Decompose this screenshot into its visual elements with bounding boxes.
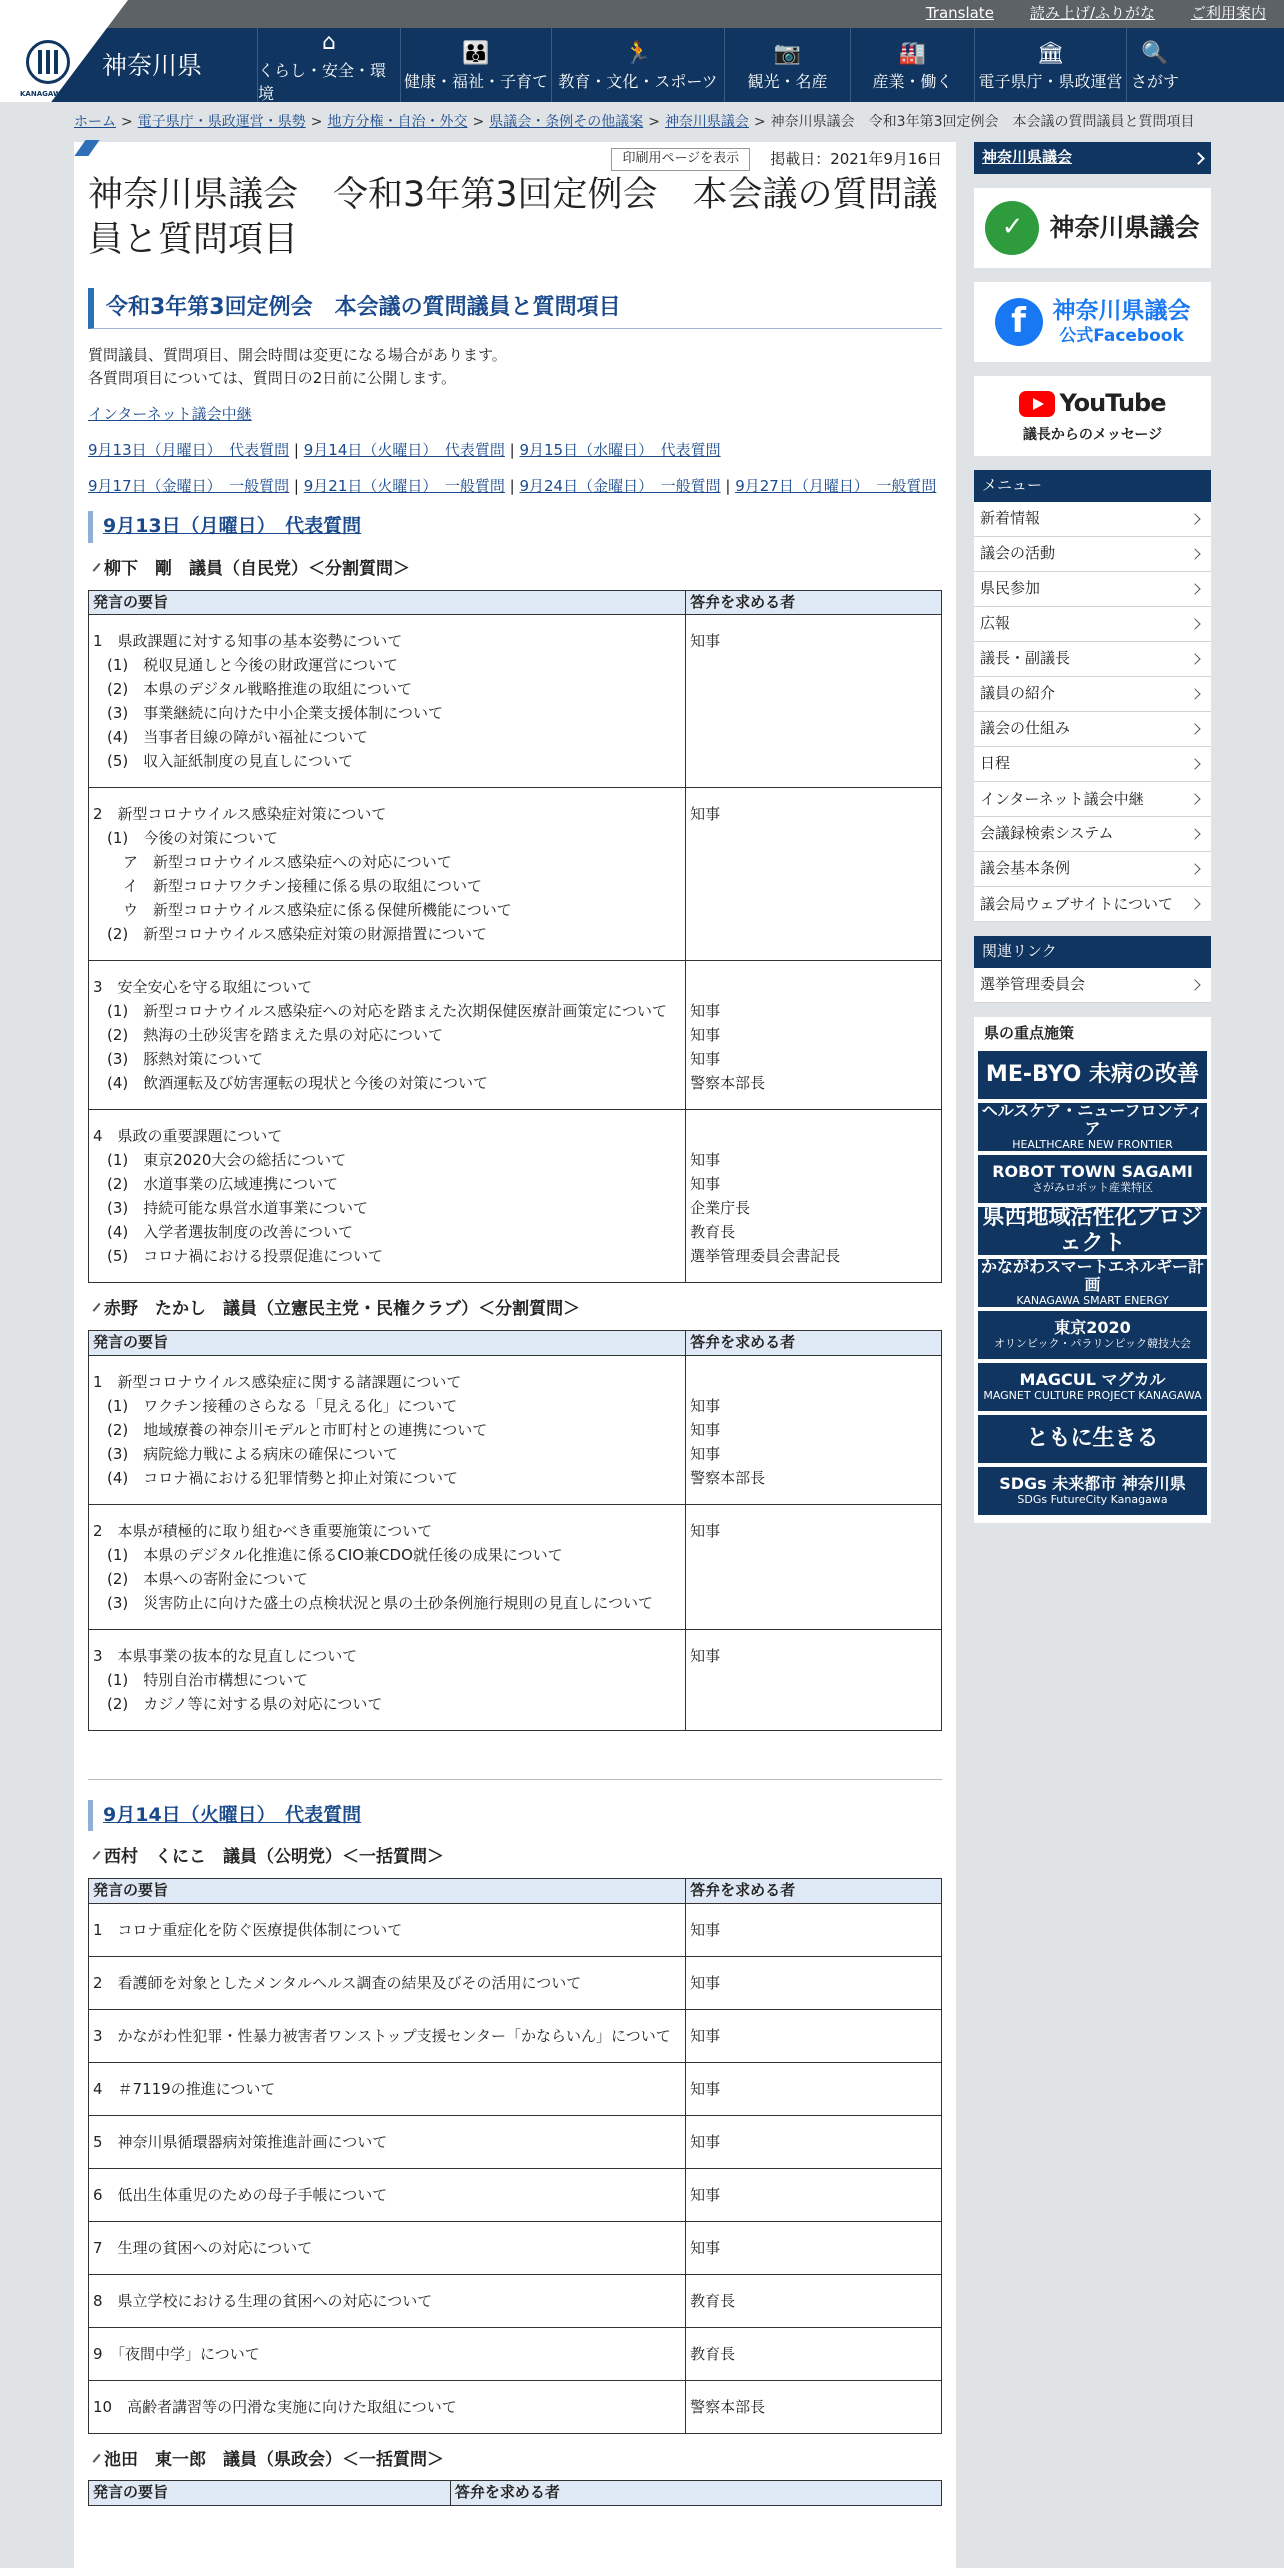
sidebar-menu-label: 日程 bbox=[980, 754, 1011, 773]
question-line: 5 神奈川県循環器病対策推進計画について bbox=[93, 2132, 388, 2151]
chevron-right-icon bbox=[1189, 618, 1200, 629]
building-icon: 🏛 bbox=[1036, 41, 1065, 67]
sidebar-menu-label: 議会局ウェブサイトについて bbox=[980, 894, 1174, 913]
chevron-right-icon bbox=[1189, 828, 1200, 839]
nav-item-label: 観光・名産 bbox=[747, 72, 828, 92]
question-table bbox=[88, 1878, 942, 2434]
sidebar bbox=[974, 142, 1211, 1523]
gikai-banner[interactable] bbox=[974, 188, 1211, 268]
respondent-line bbox=[690, 975, 937, 999]
breadcrumb-current: 神奈川県議会 令和3年第3回定例会 本会議の質問議員と質問項目 bbox=[770, 113, 1195, 130]
chevron-right-icon bbox=[1189, 723, 1200, 734]
question-line: ウ 新型コロナウイルス感染症に係る保健所機能について bbox=[123, 901, 512, 920]
question-cell bbox=[89, 2009, 686, 2062]
table-header-row bbox=[89, 2481, 942, 2506]
member-name: 西村 くにこ 議員（公明党）＜一括質問＞ bbox=[88, 1845, 942, 1870]
sidebar-menu-item[interactable] bbox=[974, 572, 1211, 607]
site-logo[interactable] bbox=[0, 0, 255, 102]
respondent-line: 知事 bbox=[690, 1151, 721, 1170]
table-row bbox=[89, 1110, 942, 1283]
key-policy-subtitle: オリンピック・パラリンピック競技大会 bbox=[993, 1336, 1192, 1350]
question-line: (5) コロナ禍における投票促進について bbox=[107, 1247, 383, 1266]
question-cell bbox=[89, 1903, 686, 1956]
breadcrumb-separator: > bbox=[310, 113, 323, 130]
factory-icon: 🏭 bbox=[898, 41, 927, 67]
key-policy-banner[interactable] bbox=[978, 1103, 1207, 1151]
sidebar-menu-label: 新着情報 bbox=[980, 509, 1041, 528]
question-line: (3) 災害防止に向けた盛土の点検状況と県の土砂条例施行規則の見直しについて bbox=[107, 1593, 653, 1612]
question-line: 1 新型コロナウイルス感染症に関する諸課題について bbox=[93, 1372, 462, 1391]
key-policy-title: ROBOT TOWN SAGAMI bbox=[992, 1162, 1193, 1182]
question-cell bbox=[89, 1504, 686, 1629]
question-line: (1) 税収見通しと今後の財政運営について bbox=[107, 656, 398, 675]
respondent-line: 知事 bbox=[690, 1050, 721, 1069]
column-header-question: 発言の要旨 bbox=[89, 1331, 686, 1356]
sidebar-menu-label: 議会の活動 bbox=[980, 544, 1056, 563]
question-line: 1 コロナ重症化を防ぐ医療提供体制について bbox=[93, 1920, 403, 1939]
respondent-line: 知事 bbox=[690, 2079, 721, 2098]
key-policy-title: かながわスマートエネルギー計画 bbox=[980, 1257, 1205, 1295]
key-policy-banner[interactable] bbox=[978, 1051, 1207, 1099]
key-policy-title: ともに生きる bbox=[1026, 1426, 1159, 1452]
respondent-line: 知事 bbox=[690, 2185, 721, 2204]
chevron-right-icon bbox=[1189, 758, 1200, 769]
sidebar-menu-item[interactable] bbox=[974, 747, 1211, 782]
facebook-icon: f bbox=[995, 298, 1043, 346]
facebook-banner-line1: 神奈川県議会 bbox=[1052, 298, 1191, 324]
sidebar-menu-item[interactable] bbox=[974, 887, 1211, 922]
translate-link[interactable]: Translate bbox=[925, 4, 994, 23]
question-cell bbox=[89, 2274, 686, 2327]
nav-item-6[interactable] bbox=[1126, 28, 1183, 102]
question-line: (1) 本県のデジタル化推進に係るCIO兼CDO就任後の成果について bbox=[107, 1545, 563, 1564]
respondent-line: 知事 bbox=[690, 1521, 721, 1540]
sidebar-menu-label: 議長・副議長 bbox=[980, 649, 1071, 668]
nav-item-label: 健康・福祉・子育て bbox=[403, 72, 548, 92]
key-policy-title: 県西地域活性化プロジェクト bbox=[982, 1205, 1203, 1256]
nav-item-1[interactable] bbox=[400, 28, 551, 102]
respondent-cell bbox=[686, 1504, 942, 1629]
date-anchor-link[interactable]: 9月27日（月曜日） 一般質問 bbox=[735, 476, 937, 495]
key-policy-title: ME-BYO 未病の改善 bbox=[985, 1062, 1200, 1088]
date-anchor-link[interactable]: 9月13日（月曜日） 代表質問 bbox=[88, 440, 290, 459]
main-content bbox=[74, 142, 956, 2568]
sidebar-menu-label: 会議録検索システム bbox=[980, 824, 1114, 843]
youtube-wordmark: YouTube bbox=[1059, 389, 1166, 418]
breadcrumb-separator: > bbox=[753, 113, 766, 130]
live-stream-link[interactable]: インターネット議会中継 bbox=[88, 405, 252, 424]
sidebar-menu-label: 選挙管理委員会 bbox=[980, 975, 1086, 994]
question-line: (2) 水道事業の広域連携について bbox=[107, 1175, 338, 1194]
sidebar-menu-item[interactable] bbox=[974, 677, 1211, 712]
section-heading: 令和3年第3回定例会 本会議の質問議員と質問項目 bbox=[88, 288, 942, 329]
sidebar-title[interactable] bbox=[974, 142, 1211, 174]
key-policy-title: MAGCUL マグカル bbox=[1019, 1370, 1166, 1390]
breadcrumb-separator: > bbox=[472, 113, 485, 130]
respondent-line: 教育長 bbox=[690, 1223, 736, 1242]
chevron-right-icon bbox=[1189, 979, 1200, 990]
posted-date: 掲載日：2021年9月16日 bbox=[770, 149, 942, 168]
respondent-line bbox=[690, 1124, 937, 1148]
youtube-banner[interactable] bbox=[974, 376, 1211, 456]
chevron-right-icon bbox=[1189, 898, 1200, 909]
related-links-heading: 関連リンク bbox=[974, 936, 1211, 968]
question-line: (3) 病院総力戦による病床の確保について bbox=[107, 1444, 398, 1463]
question-line: (1) 特別自治市構想について bbox=[107, 1670, 308, 1689]
date-anchor-link[interactable]: 9月15日（水曜日） 代表質問 bbox=[519, 440, 721, 459]
member-name: 柳下 剛 議員（自民党）＜分割質問＞ bbox=[88, 557, 942, 582]
date-links: インターネット議会中継 9月13日（月曜日） 代表質問 | 9月14日（火曜日） 代表質問 | 9月15日（水曜日） 代表質問 9月17日（金曜日） 一般質問 | 9月21日（火曜日） 一般質問 | 9月24日（金曜日） 一般質問 | 9月27日（月曜日） 一般質問 bbox=[88, 405, 937, 495]
notice bbox=[88, 345, 942, 391]
sidebar-menu-label: インターネット議会中継 bbox=[980, 789, 1144, 808]
sidebar-menu bbox=[974, 502, 1211, 922]
day-heading-link[interactable]: 9月14日（火曜日） 代表質問 bbox=[103, 1803, 362, 1826]
question-cell bbox=[89, 2062, 686, 2115]
respondent-cell bbox=[686, 1355, 942, 1504]
youtube-play-icon bbox=[1019, 391, 1055, 417]
respondent-line: 知事 bbox=[690, 805, 721, 824]
question-line: 2 本県が積極的に取り組むべき重要施策について bbox=[93, 1521, 433, 1540]
question-line: 4 県政の重要課題について bbox=[93, 1127, 283, 1146]
facebook-banner-line2: 公式Facebook bbox=[1059, 325, 1184, 346]
column-header-respondent: 答弁を求める者 bbox=[686, 1879, 942, 1904]
breadcrumb-link[interactable]: 地方分権・自治・外交 bbox=[327, 113, 468, 130]
question-cell bbox=[89, 961, 686, 1110]
menu-heading: メニュー bbox=[974, 470, 1211, 502]
question-line: 9 「夜間中学」について bbox=[93, 2344, 260, 2363]
chevron-right-icon bbox=[1189, 793, 1200, 804]
chevron-right-icon bbox=[1189, 548, 1200, 559]
respondent-line: 教育長 bbox=[690, 2344, 736, 2363]
table-row bbox=[89, 1956, 942, 2009]
sidebar-menu-label: 県民参加 bbox=[980, 579, 1041, 598]
question-line: 10 高齢者講習等の円滑な実施に向けた取組について bbox=[93, 2397, 457, 2416]
sidebar-menu-label: 広報 bbox=[980, 614, 1011, 633]
table-row bbox=[89, 2327, 942, 2380]
member-name: 池田 東一郎 議員（県政会）＜一括質問＞ bbox=[88, 2448, 942, 2473]
key-policy-subtitle: HEALTHCARE NEW FRONTIER bbox=[1012, 1137, 1173, 1151]
question-line: (2) 本県への寄附金について bbox=[107, 1569, 308, 1588]
respondent-line: 知事 bbox=[690, 1920, 721, 1939]
facebook-banner[interactable] bbox=[974, 282, 1211, 362]
site-header bbox=[0, 28, 1284, 102]
chevron-right-icon bbox=[1189, 688, 1200, 699]
breadcrumb-separator: > bbox=[648, 113, 660, 130]
day-heading bbox=[88, 511, 942, 543]
day-heading-link[interactable]: 9月13日（月曜日） 代表質問 bbox=[103, 515, 362, 538]
date-anchor-link[interactable]: 9月24日（金曜日） 一般質問 bbox=[519, 476, 721, 495]
day-heading bbox=[88, 1800, 942, 1832]
sidebar-menu-item[interactable] bbox=[974, 817, 1211, 852]
key-policy-title: ヘルスケア・ニューフロンティア bbox=[981, 1101, 1204, 1139]
column-header-question: 発言の要旨 bbox=[89, 590, 686, 615]
nav-item-label: 産業・働く bbox=[872, 72, 953, 92]
respondent-line: 知事 bbox=[690, 1396, 721, 1415]
breadcrumb-link[interactable]: 県議会・条例その他議案 bbox=[489, 113, 644, 130]
question-line: 3 本県事業の抜本的な見直しについて bbox=[93, 1646, 358, 1665]
key-policy-banner[interactable] bbox=[978, 1415, 1207, 1463]
question-line: 2 看護師を対象としたメンタルヘルス調査の結果及びその活用について bbox=[93, 1973, 582, 1992]
print-page-button[interactable]: 印刷用ページを表示 bbox=[611, 148, 750, 171]
chevron-right-icon bbox=[1192, 152, 1205, 165]
notice-line: 質問議員、質問項目、開会時間は変更になる場合があります。 bbox=[88, 345, 507, 364]
nav-item-label: くらし・安全・環境 bbox=[258, 60, 387, 103]
nav-item-0[interactable] bbox=[257, 28, 400, 102]
sidebar-menu-label: 議会基本条例 bbox=[980, 859, 1071, 878]
nav-item-label: 電子県庁・県政運営 bbox=[978, 72, 1123, 92]
question-line: (1) ワクチン接種のさらなる「見える化」について bbox=[107, 1396, 458, 1415]
respondent-cell bbox=[686, 2062, 942, 2115]
question-cell bbox=[89, 1956, 686, 2009]
question-line: 3 安全安心を守る取組について bbox=[93, 978, 313, 997]
table-row bbox=[89, 2221, 942, 2274]
question-line: 4 ＃7119の推進について bbox=[93, 2079, 276, 2098]
question-line: イ 新型コロナワクチン接種に係る県の取組について bbox=[123, 877, 482, 896]
question-line: (2) 新型コロナウイルス感染症対策の財源措置について bbox=[107, 925, 488, 944]
key-policy-banner[interactable] bbox=[978, 1363, 1207, 1411]
respondent-line: 警察本部長 bbox=[690, 2397, 766, 2416]
table-header-row bbox=[89, 590, 942, 615]
respondent-line: 選挙管理委員会書記長 bbox=[690, 1247, 841, 1266]
question-line: 3 かながわ性犯罪・性暴力被害者ワンストップ支援センター「かならいん」について bbox=[93, 2026, 671, 2045]
column-header-respondent: 答弁を求める者 bbox=[686, 590, 942, 615]
respondent-cell bbox=[686, 615, 942, 788]
column-header-respondent: 答弁を求める者 bbox=[450, 2481, 941, 2506]
question-cell bbox=[89, 615, 686, 788]
table-row bbox=[89, 1504, 942, 1629]
key-policy-title: SDGs 未来都市 神奈川県 bbox=[999, 1474, 1186, 1494]
question-line: (5) 収入証紙制度の見直しについて bbox=[107, 752, 353, 771]
question-cell bbox=[89, 2115, 686, 2168]
question-line: (4) 飲酒運転及び妨害運転の現状と今後の対策について bbox=[107, 1074, 488, 1093]
breadcrumb bbox=[0, 102, 1284, 142]
furigana-link[interactable]: 読み上げ/ふりがな bbox=[1029, 4, 1155, 23]
table-row bbox=[89, 1903, 942, 1956]
respondent-line: 知事 bbox=[690, 1444, 721, 1463]
member-name: 赤野 たかし 議員（立憲民主党・民権クラブ）＜分割質問＞ bbox=[88, 1297, 942, 1322]
nav-item-label: さがす bbox=[1130, 72, 1179, 92]
table-row bbox=[89, 2009, 942, 2062]
table-row bbox=[89, 615, 942, 788]
question-table bbox=[88, 590, 942, 1284]
sidebar-menu-item[interactable] bbox=[974, 502, 1211, 537]
sidebar-menu-label: 議会の仕組み bbox=[980, 719, 1071, 738]
respondent-line: 警察本部長 bbox=[690, 1468, 766, 1487]
search-icon: 🔍 bbox=[1141, 41, 1169, 67]
question-cell bbox=[89, 1355, 686, 1504]
question-line: (2) カジノ等に対する県の対応について bbox=[107, 1694, 383, 1713]
sidebar-menu-item[interactable] bbox=[974, 642, 1211, 677]
title-accent bbox=[74, 142, 104, 158]
nav-item-5[interactable] bbox=[974, 28, 1126, 102]
sidebar-menu-item[interactable] bbox=[974, 537, 1211, 572]
respondent-cell bbox=[686, 2221, 942, 2274]
question-line: (3) 事業継続に向けた中小企業支援体制について bbox=[107, 704, 443, 723]
table-header-row bbox=[89, 1879, 942, 1904]
question-line: (2) 地域療養の神奈川モデルと市町村との連携について bbox=[107, 1420, 488, 1439]
breadcrumb-link[interactable]: 神奈川県議会 bbox=[664, 113, 749, 130]
date-anchor-link[interactable]: 9月17日（金曜日） 一般質問 bbox=[88, 476, 290, 495]
key-policies bbox=[974, 1017, 1211, 1523]
chevron-right-icon bbox=[1189, 583, 1200, 594]
question-line: 7 生理の貧困への対応について bbox=[93, 2238, 313, 2257]
question-line: ア 新型コロナウイルス感染症への対応について bbox=[123, 853, 452, 872]
key-policy-subtitle: MAGNET CULTURE PROJECT KANAGAWA bbox=[983, 1388, 1202, 1402]
key-policy-title: 東京2020 bbox=[1054, 1318, 1131, 1338]
question-line: 8 県立学校における生理の貧困への対応について bbox=[93, 2291, 433, 2310]
respondent-line: 警察本部長 bbox=[690, 1074, 766, 1093]
table-row bbox=[89, 2380, 942, 2433]
respondent-cell bbox=[686, 1110, 942, 1283]
section-divider bbox=[88, 1779, 942, 1780]
respondent-line: 知事 bbox=[690, 1026, 721, 1045]
key-policy-banner[interactable] bbox=[978, 1467, 1207, 1515]
breadcrumb-separator: > bbox=[121, 113, 133, 130]
question-cell bbox=[89, 1110, 686, 1283]
column-header-question: 発言の要旨 bbox=[89, 1879, 686, 1904]
respondent-cell bbox=[686, 2327, 942, 2380]
nav-item-3[interactable] bbox=[724, 28, 850, 102]
question-line: (3) 持続可能な県営水道事業について bbox=[107, 1199, 368, 1218]
date-anchor-link[interactable]: 9月21日（火曜日） 一般質問 bbox=[303, 476, 505, 495]
question-line: (1) 新型コロナウイルス感染症への対応を踏まえた次期保健医療計画策定について bbox=[107, 1002, 668, 1021]
gikai-banner-text: 神奈川県議会 bbox=[1049, 212, 1200, 242]
question-line: (4) 入学者選抜制度の改善について bbox=[107, 1223, 353, 1242]
gikai-logo-icon: ✓ bbox=[985, 201, 1039, 255]
respondent-cell bbox=[686, 2115, 942, 2168]
question-cell bbox=[89, 2168, 686, 2221]
sidebar-menu-label: 議員の紹介 bbox=[980, 684, 1056, 703]
chevron-right-icon bbox=[1189, 863, 1200, 874]
respondent-cell bbox=[686, 961, 942, 1110]
key-policy-subtitle: KANAGAWA SMART ENERGY bbox=[1016, 1293, 1169, 1307]
date-anchor-link[interactable]: 9月14日（火曜日） 代表質問 bbox=[303, 440, 505, 459]
column-header-respondent: 答弁を求める者 bbox=[686, 1331, 942, 1356]
nav-item-label: 教育・文化・スポーツ bbox=[558, 72, 718, 92]
page-title: 神奈川県議会 令和3年第3回定例会 本会議の質問議員と質問項目 bbox=[88, 174, 938, 261]
breadcrumb-link[interactable]: 電子県庁・県政運営・県勢 bbox=[137, 113, 306, 130]
respondent-line: 知事 bbox=[690, 1973, 721, 1992]
question-cell bbox=[89, 2221, 686, 2274]
logo-subtext: KANAGAWA bbox=[20, 90, 66, 98]
table-row bbox=[89, 961, 942, 1110]
table-row bbox=[89, 2274, 942, 2327]
respondent-line: 知事 bbox=[690, 2132, 721, 2151]
question-cell bbox=[89, 2380, 686, 2433]
respondent-line: 教育長 bbox=[690, 2291, 736, 2310]
sidebar-menu-item[interactable] bbox=[974, 852, 1211, 887]
key-policy-banner[interactable] bbox=[978, 1155, 1207, 1203]
table-row bbox=[89, 2168, 942, 2221]
nav-item-2[interactable] bbox=[551, 28, 724, 102]
table-row bbox=[89, 1629, 942, 1730]
question-line: (2) 熱海の土砂災害を踏まえた県の対応について bbox=[107, 1026, 443, 1045]
question-line: 6 低出生体重児のための母子手帳について bbox=[93, 2185, 388, 2204]
key-policy-subtitle: さがみロボット産業特区 bbox=[1032, 1180, 1153, 1194]
table-row bbox=[89, 788, 942, 961]
respondent-cell bbox=[686, 2009, 942, 2062]
sidebar-menu-item[interactable] bbox=[974, 968, 1211, 1003]
question-line: (3) 豚熱対策について bbox=[107, 1050, 263, 1069]
question-table bbox=[88, 1330, 942, 1731]
respondent-cell bbox=[686, 1629, 942, 1730]
prefecture-emblem-icon bbox=[26, 40, 70, 84]
respondent-cell bbox=[686, 788, 942, 961]
family-icon: 👪 bbox=[462, 41, 490, 67]
youtube-banner-subtext: 議長からのメッセージ bbox=[1022, 427, 1163, 444]
respondent-line: 知事 bbox=[690, 1002, 721, 1021]
table-row bbox=[89, 2062, 942, 2115]
usage-guide-link[interactable]: ご利用案内 bbox=[1190, 4, 1266, 23]
respondent-cell bbox=[686, 2274, 942, 2327]
column-header-question: 発言の要旨 bbox=[89, 2481, 451, 2506]
question-cell bbox=[89, 788, 686, 961]
global-nav bbox=[257, 28, 1284, 102]
respondent-line: 知事 bbox=[690, 1646, 721, 1665]
key-policy-banner[interactable] bbox=[978, 1207, 1207, 1255]
question-line: 1 県政課題に対する知事の基本姿勢について bbox=[93, 632, 403, 651]
respondent-cell bbox=[686, 2168, 942, 2221]
notice-line: 各質問項目については、質問日の2日前に公開します。 bbox=[88, 369, 457, 388]
sidebar-menu-item[interactable] bbox=[974, 712, 1211, 747]
respondent-line: 知事 bbox=[690, 632, 721, 651]
table-row bbox=[89, 1355, 942, 1504]
table-row bbox=[89, 2115, 942, 2168]
respondent-cell bbox=[686, 1956, 942, 2009]
chevron-right-icon bbox=[1189, 653, 1200, 664]
camera-icon: 📷 bbox=[773, 41, 802, 67]
question-line: (4) 当事者目線の障がい福祉について bbox=[107, 728, 368, 747]
question-line: 2 新型コロナウイルス感染症対策について bbox=[93, 805, 387, 824]
key-policy-banner[interactable] bbox=[978, 1311, 1207, 1359]
runner-icon: 🏃 bbox=[624, 41, 652, 67]
key-policy-banner[interactable] bbox=[978, 1259, 1207, 1307]
respondent-line: 知事 bbox=[690, 2026, 721, 2045]
question-line: (4) コロナ禍における犯罪情勢と抑止対策について bbox=[107, 1468, 458, 1487]
sidebar-title-link[interactable]: 神奈川県議会 bbox=[982, 148, 1073, 167]
question-cell bbox=[89, 2327, 686, 2380]
question-table bbox=[88, 2480, 942, 2506]
chevron-right-icon bbox=[1189, 513, 1200, 524]
respondent-line: 知事 bbox=[690, 2238, 721, 2257]
respondent-line bbox=[690, 1370, 937, 1394]
related-links bbox=[974, 968, 1211, 1003]
site-name: 神奈川県 bbox=[102, 51, 203, 80]
question-line: (1) 今後の対策について bbox=[107, 829, 278, 848]
sidebar-menu-item[interactable] bbox=[974, 607, 1211, 642]
question-line: (1) 東京2020大会の総括について bbox=[107, 1151, 347, 1170]
respondent-line: 知事 bbox=[690, 1420, 721, 1439]
question-line: (2) 本県のデジタル戦略推進の取組について bbox=[107, 680, 413, 699]
respondent-cell bbox=[686, 2380, 942, 2433]
respondent-line: 企業庁長 bbox=[690, 1199, 751, 1218]
key-policy-subtitle: SDGs FutureCity Kanagawa bbox=[1017, 1492, 1168, 1506]
breadcrumb-link[interactable]: ホーム bbox=[74, 113, 116, 130]
key-policies-title: 県の重点施策 bbox=[984, 1024, 1075, 1042]
nav-item-4[interactable] bbox=[850, 28, 974, 102]
home-icon: ⌂ bbox=[322, 29, 336, 55]
respondent-cell bbox=[686, 1903, 942, 1956]
respondent-line: 知事 bbox=[690, 1175, 721, 1194]
question-cell bbox=[89, 1629, 686, 1730]
sidebar-menu-item[interactable] bbox=[974, 782, 1211, 817]
table-header-row bbox=[89, 1331, 942, 1356]
